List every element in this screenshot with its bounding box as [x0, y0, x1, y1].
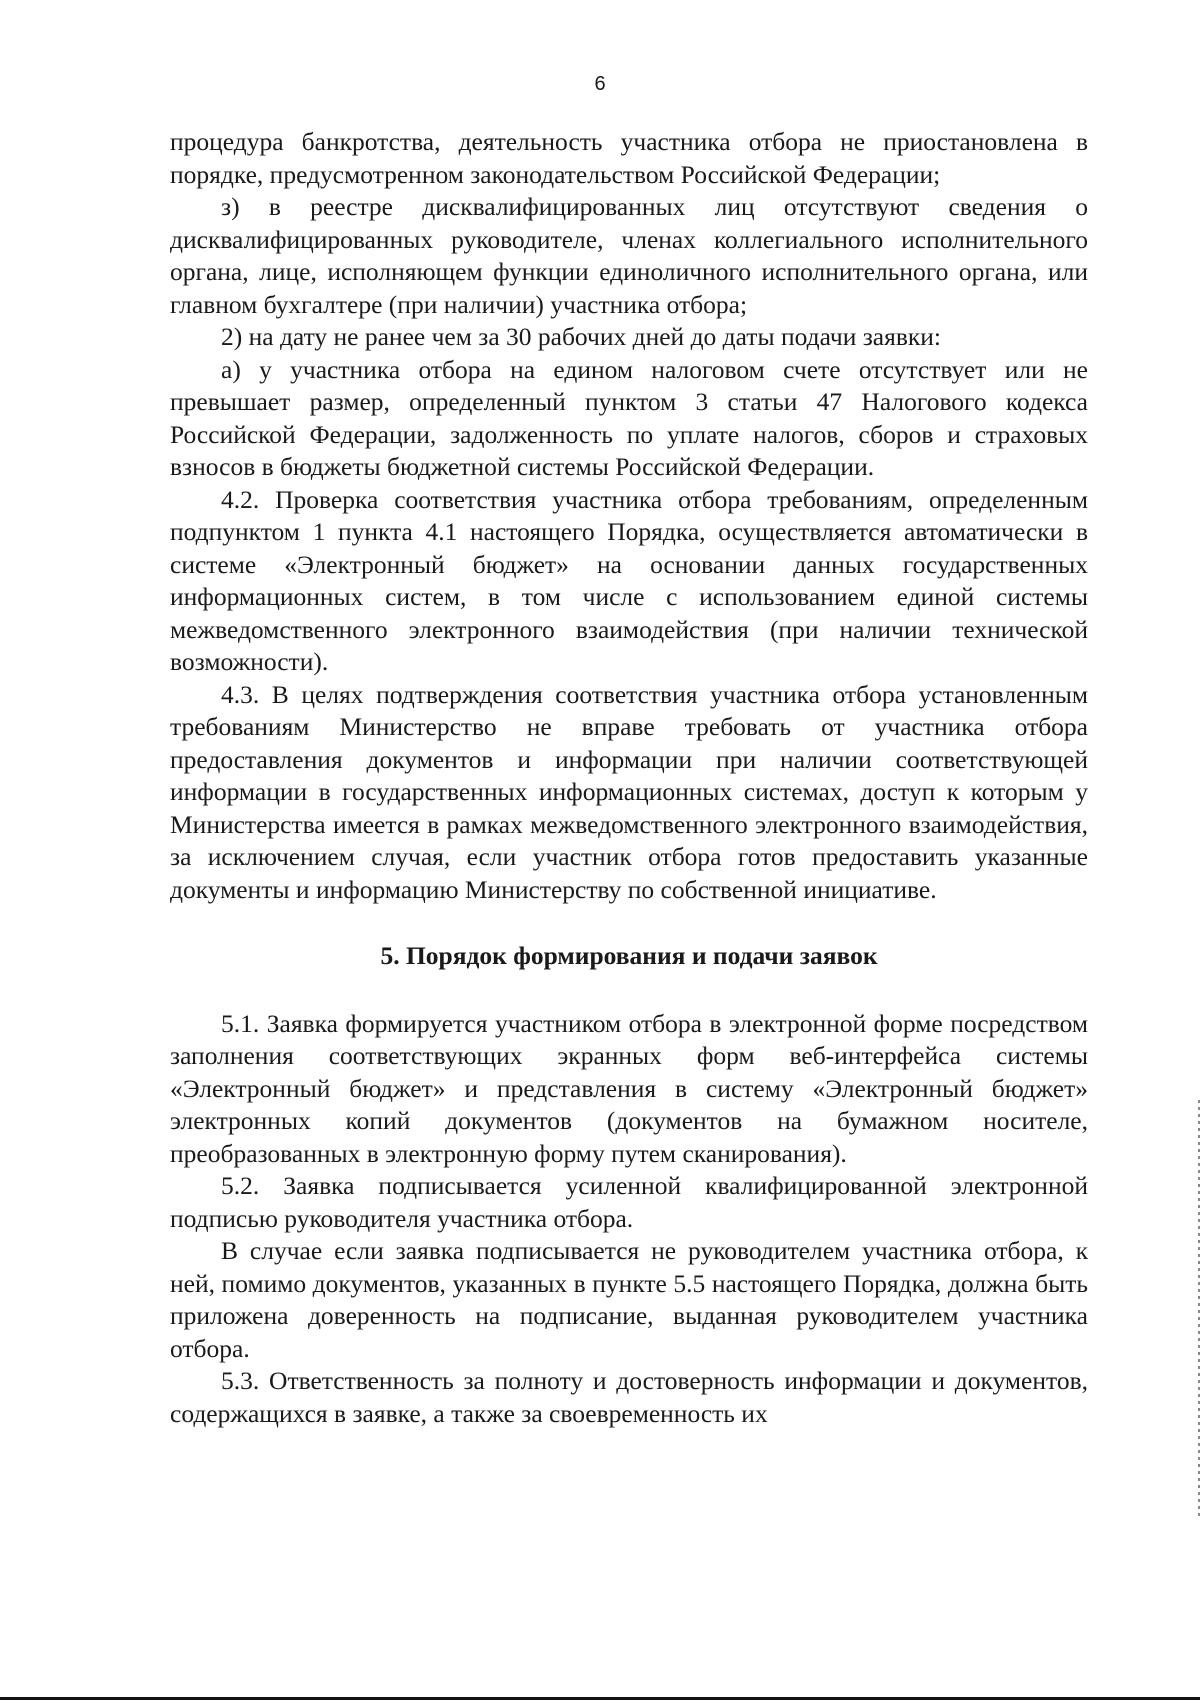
- paragraph-continuation: процедура банкротства, деятельность участника отбора не приостановлена в порядке, предусмотренном законодательством Российской Федерации;: [170, 127, 1088, 189]
- scan-bottom-edge: [0, 1697, 1200, 1700]
- section-title: 5. Порядок формирования и подачи заявок: [380, 941, 878, 970]
- paragraph-5-3: 5.3. Ответственность за полноту и достоверность информации и документов, содержащихся в заявке, а также за своевременность их: [170, 1366, 1088, 1428]
- paragraph-4-2: 4.2. Проверка соответствия участника отбора требованиям, определенным подпунктом 1 пункта 4.1 настоящего Порядка, осуществляется автоматически в системе «Электронный бюджет» на основании данных государственных информационных систем, в том числе с использованием единой системы межведомственного электронного взаимодействия (при наличии технической возможности).: [170, 484, 1088, 676]
- page-number: 6: [594, 73, 606, 95]
- paragraph-item-z: з) в реестре дисквалифицированных лиц отсутствуют сведения о дисквалифицированных руководителе, членах коллегиального исполнительного органа, лице, исполняющем функции единоличного исполнительного органа, или главном бухгалтере (при наличии) участника отбора;: [170, 192, 1088, 319]
- paragraph-5-2: 5.2. Заявка подписывается усиленной квалифицированной электронной подписью руководителя участника отбора.: [170, 1171, 1088, 1233]
- paragraph-4-3: 4.3. В целях подтверждения соответствия участника отбора установленным требованиям Министерство не вправе требовать от участника отбора предоставления документов и информации при наличии соответствующей информации в государственных информационных системах, доступ к которым у Министерства имеется в рамках межведомственного электронного взаимодействия, за исключением случая, если участник отбора готов предоставить указанные документы и информацию Министерству по собственной инициативе.: [170, 679, 1088, 904]
- paragraph-item-a: а) у участника отбора на едином налоговом счете отсутствует или не превышает размер, определенный пунктом 3 статьи 47 Налогового кодекса Российской Федерации, задолженность по уплате налогов, сборов и страховых взносов в бюджеты бюджетной системы Российской Федерации.: [170, 354, 1088, 481]
- paragraph-5-1: 5.1. Заявка формируется участником отбора в электронной форме посредством заполнения соответствующих экранных форм веб-интерфейса системы «Электронный бюджет» и представления в систему «Электронный бюджет» электронных копий документов (документов на бумажном носителе, преобразованных в электронную форму путем сканирования).: [170, 1008, 1088, 1168]
- document-body: [170, 126, 1088, 1430]
- paragraph-item-2: 2) на дату не ранее чем за 30 рабочих дней до даты подачи заявки:: [221, 322, 942, 351]
- paragraph-5-2-note: В случае если заявка подписывается не руководителем участника отбора, к ней, помимо документов, указанных в пункте 5.5 настоящего Порядка, должна быть приложена доверенность на подписание, выданная руководителем участника отбора.: [170, 1236, 1088, 1363]
